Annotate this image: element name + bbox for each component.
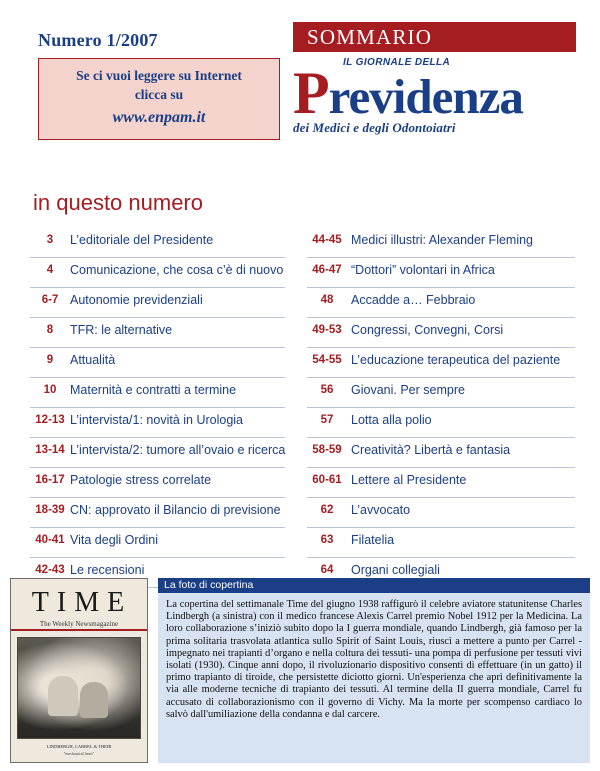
toc-page-number: 44-45 bbox=[312, 234, 342, 246]
toc-page-number: 8 bbox=[46, 324, 54, 336]
toc-entry-title: L’intervista/1: novità in Urologia bbox=[70, 413, 244, 427]
logo-subtitle: dei Medici e degli Odontoiatri bbox=[293, 120, 456, 135]
toc-entry-title: Medici illustri: Alexander Fleming bbox=[351, 233, 534, 247]
cover-caption-line1: LINDBERGH, CARREL & THEIR bbox=[46, 744, 112, 749]
website-link[interactable]: www.enpam.it bbox=[112, 109, 206, 126]
toc-entry[interactable] bbox=[307, 318, 575, 348]
internet-promo-line1: Se ci vuoi leggere su Internet bbox=[76, 68, 242, 83]
toc-page-number: 40-41 bbox=[35, 534, 65, 546]
time-logo: TIME bbox=[31, 587, 133, 618]
portrait-figure-right bbox=[80, 682, 108, 718]
portrait-figure-left bbox=[48, 676, 78, 716]
toc-page-number: 9 bbox=[46, 354, 54, 366]
toc-entry-title: Lotta alla polio bbox=[351, 413, 432, 427]
cover-section-header bbox=[158, 578, 590, 593]
logo-initial: P bbox=[293, 60, 329, 126]
cover-photo-caption bbox=[11, 744, 147, 756]
toc-entry-title: “Dottori” volontari in Africa bbox=[351, 263, 495, 277]
toc-page-number: 4 bbox=[46, 264, 54, 276]
toc-entry[interactable] bbox=[30, 528, 285, 558]
toc-entry-title: CN: approvato il Bilancio di previsione bbox=[70, 503, 281, 517]
page-title: in questo numero bbox=[33, 190, 203, 215]
issue-number: Numero 1/2007 bbox=[38, 30, 158, 50]
toc-entry-title: L’editoriale del Presidente bbox=[70, 233, 214, 247]
toc-entry-title: Maternità e contratti a termine bbox=[70, 383, 237, 397]
toc-page-number: 18-39 bbox=[35, 504, 65, 516]
publication-logo bbox=[293, 57, 578, 136]
toc-entry[interactable] bbox=[307, 348, 575, 378]
toc-page-number: 60-61 bbox=[312, 474, 342, 486]
toc-entry-title: L’intervista/2: tumore all’ovaio e ricerca bbox=[70, 443, 286, 457]
time-masthead bbox=[11, 579, 147, 631]
cover-caption-line2: "mechanical heart" bbox=[63, 751, 95, 756]
toc-page-number: 48 bbox=[320, 294, 334, 306]
toc-entry-title: Accadde a… Febbraio bbox=[351, 293, 476, 307]
toc-entry[interactable] bbox=[307, 468, 575, 498]
toc-page-number: 16-17 bbox=[35, 474, 65, 486]
sommario-label: SOMMARIO bbox=[307, 25, 433, 49]
toc-entry-title: L’avvocato bbox=[351, 503, 411, 517]
toc-entry[interactable] bbox=[30, 258, 285, 288]
toc-page-number: 10 bbox=[43, 384, 57, 396]
toc-entry[interactable] bbox=[307, 408, 575, 438]
internet-promo-line2: clicca su bbox=[134, 87, 184, 102]
toc-entry-title: Attualità bbox=[70, 353, 116, 367]
toc-entry[interactable] bbox=[307, 378, 575, 408]
toc-entry[interactable] bbox=[30, 288, 285, 318]
cover-description-text: La copertina del settimanale Time del giugno 1938 raffigurò il celebre aviatore statunitense Charles Lindbergh (a sinistra) con il medico francese Alexis Carrel premio Nobel 1912 per la Medicina. La loro collaborazione s’iniziò subito dopo la I guerra mondiale, quando Lindbergh, già famoso per la prima solitaria trasvolata atlantica sullo Spirit of Saint Louis, riuscì a mettere a punto per Carrel -impegnato nei trapianti d’organo e nella coltura dei tessuti- una pompa di perfusione per tessuti vivi isolati (1930). Cinque anni dopo, il rivoluzionario dispositivo consentì di effettuare (in un gatto) il primo trapianto di tiroide, che persistette diciotto giorni. Un'esperienza che aprì definitivamente la via alle moderne tecniche di trapianto dei tessuti. Al termine della II guerra mondiale, Carrel fu accusato di collaborazionismo con il governo di Vichy. Ma la morte per scompenso cardiaco lo salvò dall'umiliazione della condanna e dal carcere. bbox=[158, 593, 590, 763]
toc-entry[interactable] bbox=[30, 498, 285, 528]
time-tagline: The Weekly Newsmagazine bbox=[39, 620, 119, 628]
toc-entry[interactable] bbox=[307, 258, 575, 288]
toc-page-number: 62 bbox=[320, 504, 334, 516]
time-magazine-cover-image bbox=[10, 578, 148, 763]
toc-page-number: 57 bbox=[320, 414, 334, 426]
cover-photo-section bbox=[10, 578, 590, 763]
toc-entry-title: Autonomie previdenziali bbox=[70, 293, 203, 307]
toc-entry[interactable] bbox=[30, 318, 285, 348]
toc-entry[interactable] bbox=[307, 498, 575, 528]
toc-entry-title: TFR: le alternative bbox=[70, 323, 173, 337]
toc-page-number: 49-53 bbox=[312, 324, 342, 336]
logo-rest: revidenza bbox=[328, 69, 523, 124]
toc-entry-title: Patologie stress correlate bbox=[70, 473, 212, 487]
toc-entry-title: Congressi, Convegni, Corsi bbox=[351, 323, 504, 337]
toc-entry-title: Comunicazione, che cosa c’è di nuovo bbox=[70, 263, 284, 277]
toc-entry-title: Giovani. Per sempre bbox=[351, 383, 465, 397]
toc-entry[interactable] bbox=[30, 408, 285, 438]
toc-entry[interactable] bbox=[30, 228, 285, 258]
toc-entry[interactable] bbox=[307, 288, 575, 318]
sommario-banner bbox=[293, 22, 576, 52]
toc-entry[interactable] bbox=[307, 438, 575, 468]
toc-entry-title: Le recensioni bbox=[70, 563, 145, 577]
toc-page-number: 64 bbox=[320, 564, 334, 576]
toc-page-number: 6-7 bbox=[41, 294, 59, 306]
toc-page-number: 42-43 bbox=[35, 564, 65, 576]
toc-column-left bbox=[30, 228, 285, 588]
masthead bbox=[0, 0, 600, 152]
toc-entry-title: Vita degli Ordini bbox=[70, 533, 159, 547]
cover-section-label: La foto di copertina bbox=[164, 579, 254, 591]
toc-entry-title: Organi collegiali bbox=[351, 563, 440, 577]
toc-page-number: 54-55 bbox=[312, 354, 342, 366]
toc-entry-title: Filatelia bbox=[351, 533, 395, 547]
toc-page-number: 3 bbox=[46, 234, 54, 246]
toc-entry[interactable] bbox=[30, 438, 285, 468]
logo-kicker: IL GIORNALE DELLA bbox=[343, 57, 451, 68]
toc-entry-title: Lettere al Presidente bbox=[351, 473, 467, 487]
toc-page-number: 63 bbox=[320, 534, 334, 546]
cover-description-panel bbox=[158, 578, 590, 763]
toc-entry-title: Creatività? Libertà e fantasia bbox=[351, 443, 511, 457]
toc-entry-title: L’educazione terapeutica del paziente bbox=[351, 353, 561, 367]
toc-entry[interactable] bbox=[307, 228, 575, 258]
cover-portrait-photo bbox=[17, 637, 141, 739]
toc-page-number: 58-59 bbox=[312, 444, 342, 456]
internet-promo-box bbox=[38, 58, 280, 140]
toc-entry[interactable] bbox=[307, 528, 575, 558]
toc-entry[interactable] bbox=[30, 378, 285, 408]
toc-page-number: 46-47 bbox=[312, 264, 342, 276]
toc-entry[interactable] bbox=[30, 468, 285, 498]
toc-page-number: 56 bbox=[320, 384, 334, 396]
toc-page-number: 13-14 bbox=[35, 444, 65, 456]
toc-entry[interactable] bbox=[30, 348, 285, 378]
toc-column-right bbox=[307, 228, 575, 588]
toc-page-number: 12-13 bbox=[35, 414, 65, 426]
